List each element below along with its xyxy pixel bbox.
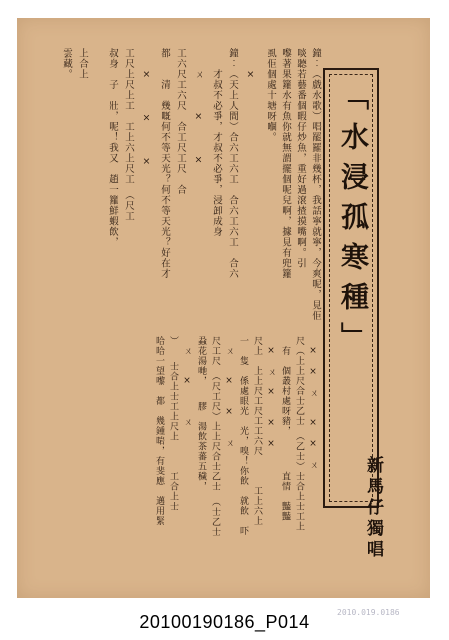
song-title: 「水浸孤寒種」 (337, 82, 370, 362)
lyric-line: 虱佢個處十塘呀嗰。 (265, 48, 276, 143)
lyric-line: 叔身 子 壯，呢！我又 趙一籮鮮蝦飲， (107, 48, 118, 248)
lyric-line: 嚟著果籮水有魚你就無謂擺個呢兒啊，據見有兜籮 (280, 48, 291, 279)
lyric-line: ） 士合上士工上尺上 工合上士 (168, 336, 178, 512)
lyric-line: 鐘︰（天上人間）合六工六工 合六工六工 合六 (227, 48, 238, 279)
lyric-line: 都 清 幾嘅何不等天光？何不等天光？好在才 (159, 48, 170, 279)
lyric-line: 尺工尺 （尺工尺）上上尺合士乙士 （士乙士 (210, 336, 220, 537)
lyric-line: 雲藏。 (61, 48, 72, 80)
lyric-line: 啖聽若藝番個暇仔炒魚，重好過滾揸摸嘴啊。引 (295, 48, 306, 269)
singer-credit: 新馬仔獨唱 (363, 456, 383, 561)
lyric-line: 工尺上尺上工 工上六上尺工 （尺工 (123, 48, 134, 222)
lyric-line: 蝨花湯哋， 膠 湯飲茶蕃五穢， (196, 336, 206, 492)
lyric-line: 尺（上上尺合士乙士 （乙士）士合上士工上 (294, 336, 304, 532)
lyric-line: 一 隻 係處眼光 光，嗅！你飲 就飲 吓 (238, 336, 248, 536)
lyric-line: 哈哈一望嚟 都 幾鍾啱，有斐應 邁用緊 (154, 336, 164, 526)
lyric-line: × × × (141, 48, 152, 168)
lyric-line: × ㄨ × × × (266, 336, 276, 450)
lyric-line: 才叔不必爭，才叔不必爭，浸卸成身 (211, 48, 222, 237)
lyric-line: × × ㄨ × × ㄨ (308, 336, 318, 470)
title-frame (323, 68, 379, 508)
image-caption: 20100190186_P014 (139, 612, 310, 632)
lyric-line: 工六尺工六尺 合工尺工尺 合 (175, 48, 186, 195)
archive-stamp: 2010.019.0186 (337, 608, 400, 617)
lyric-line: ㄨ × ㄨ (182, 336, 192, 427)
lyric-line: 上合上 (77, 48, 88, 80)
lyric-line: 尺上 上上尺工尺工工六尺 工上六上 (252, 336, 262, 526)
lyric-line: ㄨ × × ㄨ (224, 336, 234, 448)
lyric-sheet (17, 18, 430, 617)
lyric-line: 鐘︰（戲水歌）唱罷羅非幾杯，我話寧就寧，今爽呢，見佢 (310, 48, 321, 321)
lyric-line: 有 個叢村處呀豬， 直情 豔豔 (280, 336, 290, 522)
lyric-line: × (245, 48, 256, 81)
lyric-line: ㄨ × × (193, 48, 204, 167)
